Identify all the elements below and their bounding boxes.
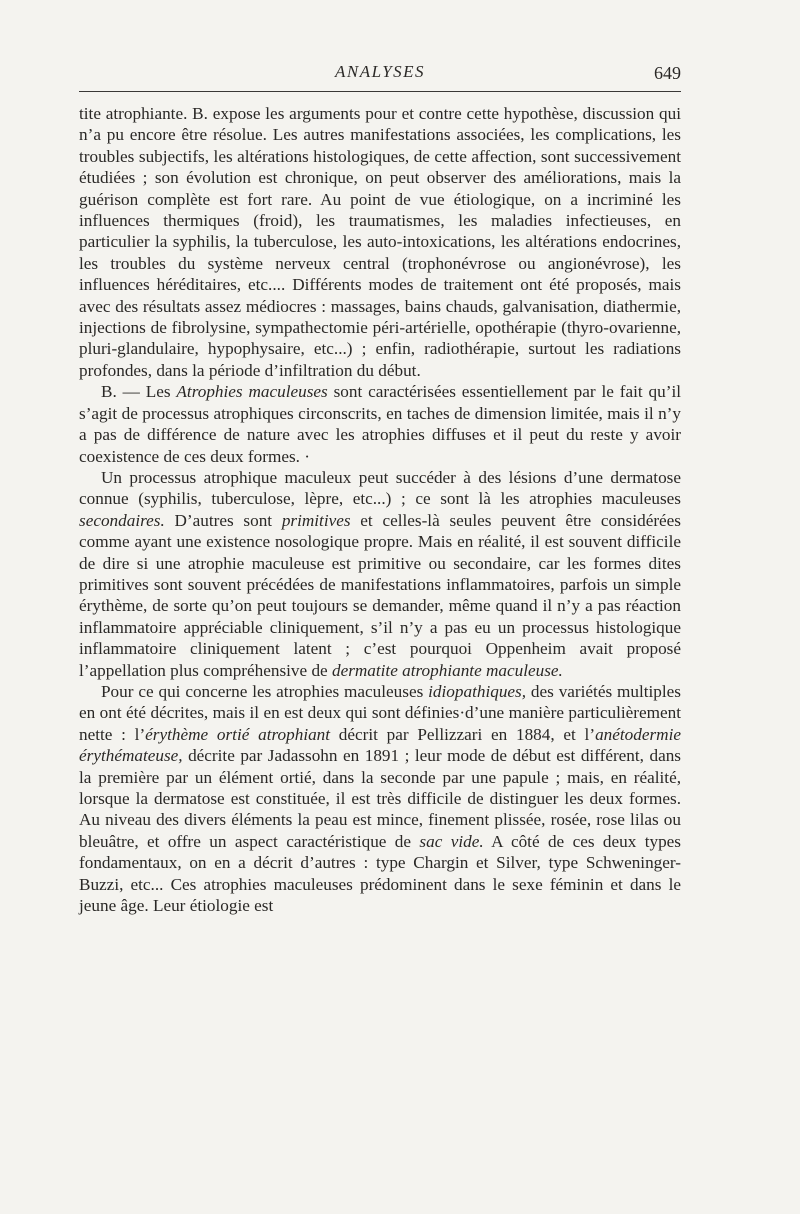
italic-text: secondaires.	[79, 510, 165, 530]
text-run: B. — Les	[101, 382, 177, 402]
text-run: décrit par Pellizzari en 1884, et l’	[330, 724, 596, 744]
italic-text: Atrophies maculeuses	[176, 382, 328, 402]
text-run: A côté de ces deux types fondamentaux, on en a décrit d’autres : type Chargin et Silver, type Schweninger-Buzzi, etc... Ces atrophies maculeuses prédominent dans le sexe féminin et dans le jeune âge. Leur étiologie est	[79, 831, 681, 916]
body-text	[79, 103, 681, 916]
italic-text: primitives	[281, 510, 351, 530]
text-run: Un processus atrophique maculeux peut succéder à des lésions d’une dermatose connue (syphilis, tuberculose, lèpre, etc...) ; ce sont là les atrophies maculeuses	[79, 467, 681, 509]
paragraph	[79, 467, 681, 681]
text-run: sont caractérisées essentiellement par le fait qu’il s’agit de processus atrophiques circonscrits, en taches de dimension limitée, mais il n’y a pas de différence de nature avec les atrophies diffuses et il peut du reste y avoir coexistence de ces deux formes. ·	[79, 382, 681, 466]
text-run: D’autres sont	[164, 510, 282, 530]
text-run: des variétés multiples en ont été décrites, mais il en est deux qui sont définies·d’une manière particulièrement nette : l’	[79, 681, 681, 744]
text-run: Pour ce qui concerne les atrophies maculeuses	[101, 681, 429, 701]
page-number: 649	[654, 63, 681, 83]
paragraph	[79, 103, 681, 381]
paragraph	[79, 681, 681, 916]
italic-text: idiopathiques,	[428, 681, 527, 701]
text-run: et celles-là seules peuvent être considérées comme ayant une existence nosologique propre. Mais en réalité, il est souvent difficile de dire si une atrophie maculeuse est primitive ou secondaire, car les formes dites primitives sont souvent précédées de manifestations inflammatoires, parfois un simple érythème, de sorte qu’on peut toujours se demander, même quand il n’y a pas réaction inflammatoire appréciable cliniquement, s’il n’y a pas eu un processus histologique inflammatoire cliniquement latent ; c’est pourquoi Oppenheim avait proposé l’appellation plus compréhensive de	[79, 510, 681, 680]
page-header	[79, 60, 681, 90]
text-run: tite atrophiante. B. expose les arguments pour et contre cette hypothèse, discussion qui n’a pu encore être résolue. Les autres manifestations associées, les complications, les troubles subjectifs, les altérations histologiques, de cette affection, sont successivement étudiées ; son évolution est chronique, on peut observer des améliorations, mais la guérison complète est fort rare. Au point de vue étiologique, on a incriminé les influences thermiques (froid), les traumatismes, les maladies infectieuses, en particulier la syphilis, la tuberculose, les auto-intoxications, les altérations endocrines, les troubles du système nerveux central (trophonévrose ou angionévrose), les influences héréditaires, etc.... Différents modes de traitement ont été proposés, mais avec des résultats assez médiocres : massages, bains chauds, galvanisation, diathermie, injections de fibrolysine, sympathectomie péri-artérielle, opothérapie (thyro-ovarienne, pluri-glandulaire, hypophysaire, etc...) ; enfin, radiothérapie, surtout les radiations profondes, dans la période d’infiltration du début.	[79, 104, 681, 380]
document-page	[79, 60, 681, 916]
italic-text: sac vide.	[419, 831, 484, 851]
italic-text: érythème ortié atrophiant	[145, 724, 331, 744]
header-rule	[79, 91, 681, 92]
italic-text: anétodermie érythémateuse,	[79, 724, 681, 766]
italic-text: dermatite atrophiante maculeuse.	[331, 660, 563, 680]
running-title: ANALYSES	[334, 62, 426, 81]
paragraph	[79, 381, 681, 467]
text-run: décrite par Jadassohn en 1891 ; leur mode de début est différent, dans la première par un élément ortié, dans la seconde par une papule ; mais, en réalité, lorsque la dermatose est constituée, il est très difficile de distinguer les deux formes. Au niveau des divers éléments la peau est mince, finement plissée, rosée, rose lilas ou bleuâtre, et offre un aspect caractéristique de	[79, 746, 681, 851]
